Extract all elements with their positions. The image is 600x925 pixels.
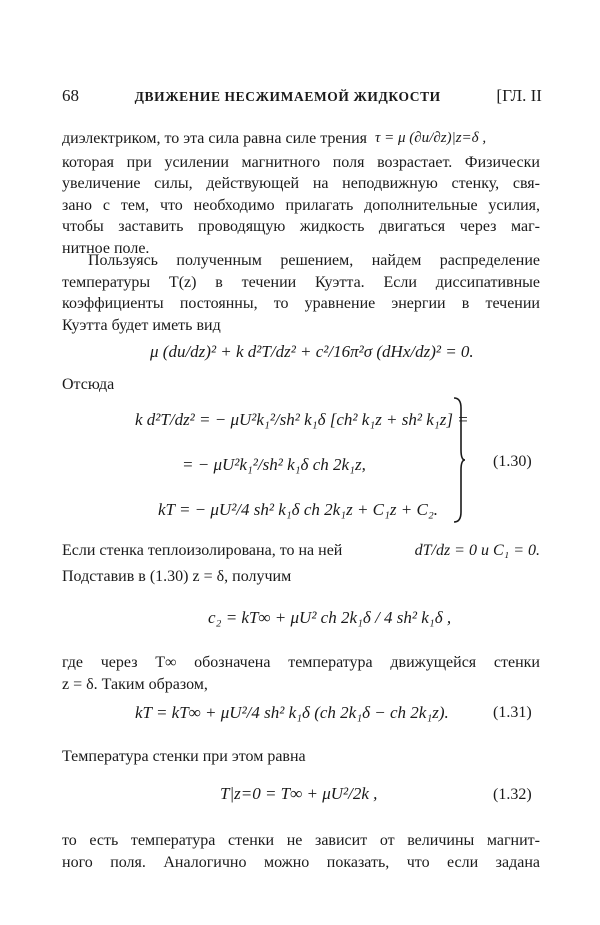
paragraph-1-line-1: диэлектриком, то эта сила равна силе трения — [62, 130, 367, 147]
right-brace — [452, 396, 466, 524]
paragraph-4-line-1: где через T∞ обозначена температура движущейся стенки — [62, 654, 540, 671]
paragraph-3 — [62, 540, 540, 587]
paragraph-4-line-2: z = δ. Таким образом, — [62, 675, 208, 693]
paragraph-2-line-4: Куэтта будет иметь вид — [62, 316, 221, 334]
paragraph-1-line-2: которая при усилении магнитного поля возрастает. Физически — [62, 153, 540, 171]
system-line-3: kT = − μU²/4 sh² k₁δ ch 2k₁z + C₁z + C₂. — [158, 500, 439, 519]
paragraph-6-line-2: ного поля. Аналогично можно показать, что если задана — [62, 853, 540, 871]
energy-equation: μ (du/dz)² + k d²T/dz² + c²/16π²σ (dHx/dz)² = 0. — [150, 342, 474, 361]
shear-stress-formula: τ = μ (∂u/∂z)|z=δ , — [375, 130, 487, 146]
paragraph-1-line-3: увеличение силы, действующей на неподвижную стенку, свя- — [62, 175, 540, 192]
chapter-marker: [ГЛ. II — [496, 86, 542, 105]
paragraph-2-line-2: температуры T(z) в течении Куэтта. Если диссипативные — [62, 273, 540, 291]
system-line-1: k d²T/dz² = − μU²k₁²/sh² k₁δ [ch² k₁z + sh² k₁z] = — [135, 410, 469, 429]
paragraph-1 — [62, 128, 540, 259]
paragraph-3-line-2: Подставив в (1.30) z = δ, получим — [62, 567, 292, 585]
equation-number-1-32: (1.32) — [493, 786, 532, 803]
system-line-2: = − μU²k₁²/sh² k₁δ ch 2k₁z, — [182, 455, 366, 474]
paragraph-5: Температура стенки при этом равна — [62, 748, 306, 765]
running-title: ДВИЖЕНИЕ НЕСЖИМАЕМОЙ ЖИДКОСТИ — [134, 89, 441, 104]
paragraph-6 — [62, 830, 540, 873]
page-number: 68 — [62, 86, 79, 105]
insulated-wall-condition: dT/dz = 0 и C₁ = 0. — [414, 542, 540, 559]
equation-number-1-31: (1.31) — [493, 704, 532, 721]
c2-equation: c₂ = kT∞ + μU² ch 2k₁δ / 4 sh² k₁δ , — [208, 608, 452, 627]
equation-1-32: T|z=0 = T∞ + μU²/2k , — [220, 784, 378, 803]
paragraph-2-line-3: коэффициенты постоянны, то уравнение энергии в течении — [62, 295, 540, 312]
paragraph-1-line-6: нитное поле. — [62, 239, 150, 257]
paragraph-3-line-1: Если стенка теплоизолирована, то на ней — [62, 542, 343, 559]
running-header — [62, 86, 542, 106]
paragraph-2 — [62, 250, 540, 336]
paragraph-1-line-4: зано с тем, что необходимо прилагать дополнительные усилия, — [62, 196, 540, 214]
equation-1-31: kT = kT∞ + μU²/4 sh² k₁δ (ch 2k₁δ − ch 2k₁z). — [135, 703, 449, 722]
equation-number-1-30: (1.30) — [493, 453, 532, 470]
paragraph-4 — [62, 652, 540, 695]
otsyuda-label: Отсюда — [62, 376, 115, 393]
paragraph-6-line-1: то есть температура стенки не зависит от величины магнит- — [62, 832, 540, 849]
paragraph-1-line-5: чтобы заставить проводящую жидкость двигаться через маг- — [62, 218, 540, 235]
paragraph-2-line-1: Пользуясь полученным решением, найдем распределение — [88, 252, 540, 269]
